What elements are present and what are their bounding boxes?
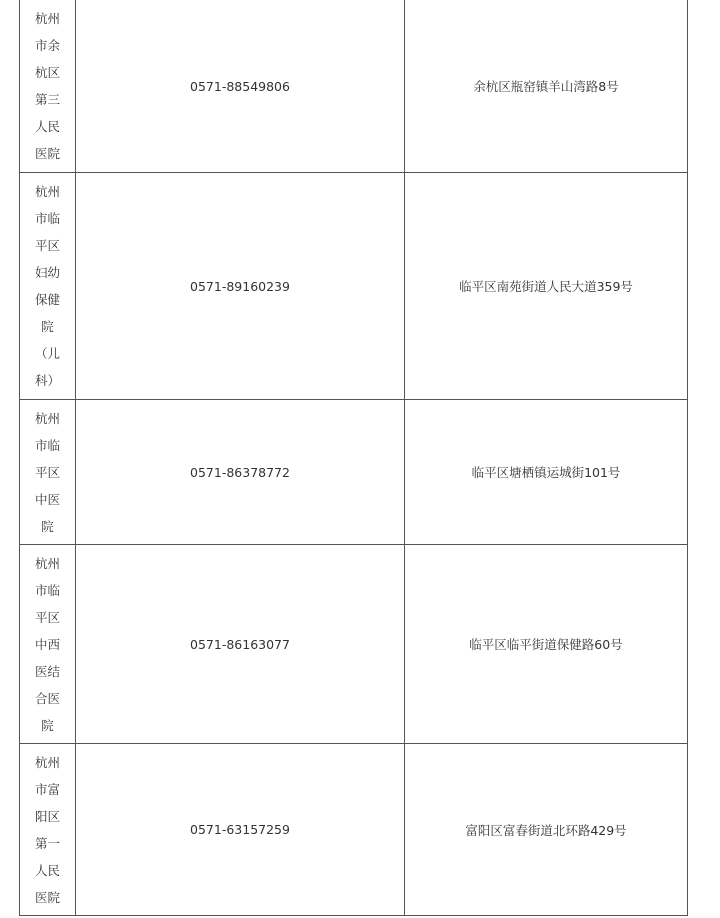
hospital-name-cell — [20, 173, 76, 400]
hospital-name-cell — [20, 545, 76, 744]
hospital-name-line: 市临 — [34, 582, 60, 598]
hospital-name-line: 平区 — [34, 464, 60, 480]
table-row — [20, 744, 688, 916]
hospital-name-line: 中医 — [34, 491, 60, 507]
hospital-name-line: 医结 — [34, 663, 60, 679]
hospital-name-line: 合医 — [34, 690, 60, 706]
hospital-name-line: 科） — [34, 373, 60, 388]
address-cell: 余杭区瓶窑镇羊山湾路8号 — [405, 0, 688, 173]
address-cell: 富阳区富春街道北环路429号 — [405, 744, 688, 916]
hospital-name-line: 医院 — [34, 146, 60, 161]
hospital-name-line: 杭州 — [34, 410, 60, 426]
table-row — [20, 173, 688, 400]
hospital-name-line: 医院 — [34, 889, 60, 905]
address-cell: 临平区南苑街道人民大道359号 — [405, 173, 688, 400]
phone-cell: 0571-63157259 — [76, 744, 405, 916]
hospital-name-line: 第三 — [34, 92, 60, 107]
hospital-name-line: 中西 — [34, 636, 60, 652]
hospital-name-line: 保健 — [34, 292, 60, 307]
phone-cell: 0571-86378772 — [76, 400, 405, 545]
hospital-name-line: 院 — [41, 518, 54, 534]
phone-cell: 0571-89160239 — [76, 173, 405, 400]
hospital-name-line: 杭州 — [34, 184, 60, 199]
hospital-name-line: 市富 — [34, 781, 60, 797]
hospital-name-cell — [20, 400, 76, 545]
hospital-name-cell — [20, 0, 76, 173]
hospital-name-line: 平区 — [34, 609, 60, 625]
phone-cell: 0571-88549806 — [76, 0, 405, 173]
hospital-name-line: 杭区 — [34, 65, 60, 80]
hospital-name-line: 第一 — [34, 835, 60, 851]
hospital-name-line: 妇幼 — [34, 265, 60, 280]
hospital-name-line: 杭州 — [34, 11, 60, 26]
hospital-name-line: 市临 — [34, 437, 60, 453]
address-cell: 临平区塘栖镇运城街101号 — [405, 400, 688, 545]
hospital-name-line: 院 — [41, 319, 54, 334]
hospital-name-line: 平区 — [34, 238, 60, 253]
hospital-table — [19, 0, 688, 916]
hospital-name-line: 人民 — [34, 119, 60, 134]
hospital-name-line: 阳区 — [34, 808, 60, 824]
hospital-name-cell — [20, 744, 76, 916]
table-row — [20, 400, 688, 545]
table-row — [20, 545, 688, 744]
hospital-name-line: 院 — [41, 717, 54, 733]
address-cell: 临平区临平街道保健路60号 — [405, 545, 688, 744]
hospital-name-line: 杭州 — [34, 754, 60, 770]
hospital-name-line: 杭州 — [34, 555, 60, 571]
hospital-name-line: 市临 — [34, 211, 60, 226]
hospital-name-line: 市余 — [34, 38, 60, 53]
hospital-name-line: 人民 — [34, 862, 60, 878]
phone-cell: 0571-86163077 — [76, 545, 405, 744]
hospital-name-line: （儿 — [34, 346, 60, 361]
table-row — [20, 0, 688, 173]
